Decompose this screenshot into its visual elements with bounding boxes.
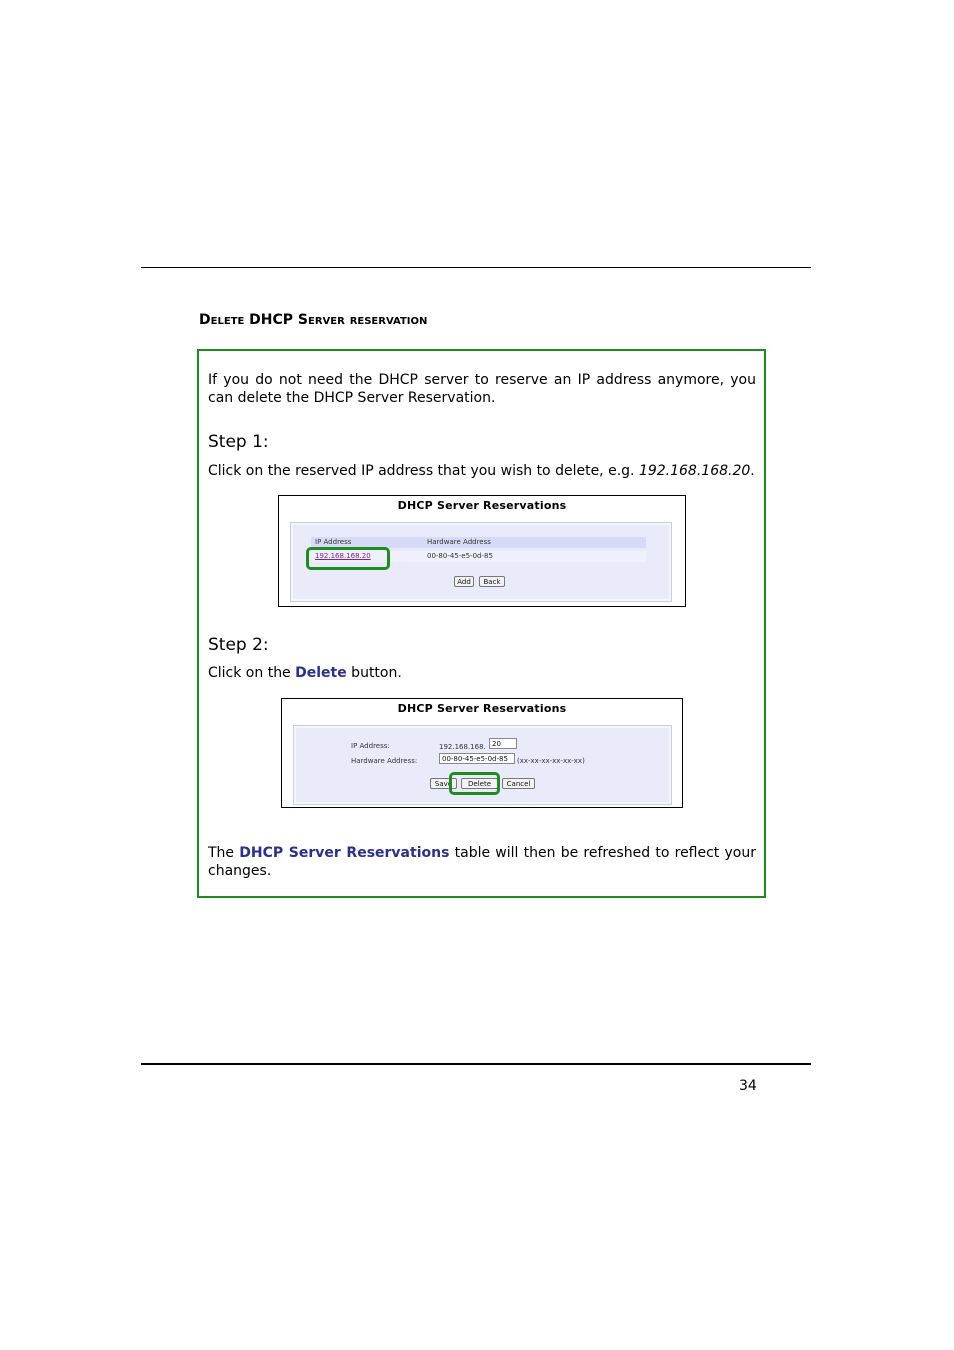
reservations-list-screenshot [278, 495, 686, 607]
closing-text-after: table will then be refreshed to reflect your changes. [208, 845, 756, 879]
delete-button[interactable]: Delete [461, 778, 498, 789]
screenshot1-title: DHCP Server Reservations [397, 499, 567, 512]
hardware-address-input[interactable]: 00-80-45-e5-0d-85 [439, 753, 515, 764]
ip-address-label: IP Address: [351, 742, 390, 750]
instruction-box [197, 349, 766, 898]
section-title: Delete DHCP Server reservation [199, 312, 428, 328]
ip-last-octet-input[interactable]: 20 [489, 738, 517, 749]
intro-paragraph: If you do not need the DHCP server to reserve an IP address anymore, you can delete the DHCP Server Reservation. [208, 372, 756, 406]
step2-text-after: button. [346, 665, 402, 681]
closing-table-name: DHCP Server Reservations [239, 845, 450, 861]
hardware-address-label: Hardware Address: [351, 757, 418, 765]
col-hardware-address: Hardware Address [427, 538, 491, 546]
step2-text-before: Click on the [208, 665, 296, 681]
ip-link-highlight [306, 547, 390, 570]
header-rule [141, 267, 811, 268]
step1-example-ip: 192.168.168.20 [638, 463, 751, 479]
step1-text-after: . [750, 463, 755, 479]
closing-paragraph [208, 844, 756, 880]
closing-text-before: The [208, 845, 240, 861]
step1-text [208, 462, 756, 480]
back-button[interactable]: Back [479, 576, 505, 587]
step1-heading: Step 1: [208, 432, 269, 452]
save-button[interactable]: Save [430, 778, 457, 789]
reservation-edit-screenshot [281, 698, 683, 808]
step2-text [208, 664, 756, 682]
screenshot2-title: DHCP Server Reservations [397, 702, 567, 715]
step2-heading: Step 2: [208, 635, 269, 655]
hardware-address-format: (xx-xx-xx-xx-xx-xx) [517, 757, 585, 765]
ip-prefix: 192.168.168. [439, 743, 486, 751]
col-ip-address: IP Address [315, 538, 352, 546]
page-number: 34 [739, 1078, 757, 1094]
reserved-hw-address: 00-80-45-e5-0d-85 [427, 552, 493, 560]
footer-rule [141, 1063, 811, 1065]
reserved-ip-link[interactable]: 192.168.168.20 [315, 552, 371, 560]
step2-delete-word: Delete [295, 665, 347, 681]
cancel-button[interactable]: Cancel [502, 778, 535, 789]
step1-text-before: Click on the reserved IP address that you wish to delete, e.g. [208, 463, 639, 479]
add-button[interactable]: Add [454, 576, 474, 587]
delete-button-highlight [449, 772, 500, 795]
